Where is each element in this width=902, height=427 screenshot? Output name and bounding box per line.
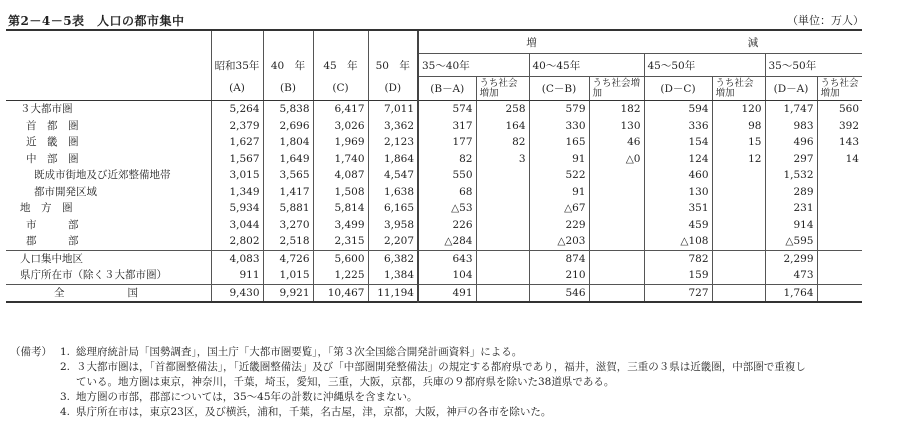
cell-social: [589, 250, 644, 267]
cell-social: 182: [589, 101, 644, 118]
cell-diff: 351: [644, 200, 712, 217]
table-row: [6, 284, 862, 302]
cell-value: 9,430: [211, 284, 263, 302]
cell-value: 5,838: [263, 101, 313, 118]
cell-diff: 643: [418, 250, 476, 267]
cell-value: 5,814: [313, 200, 368, 217]
cell-value: 2,696: [263, 118, 313, 135]
cell-diff: 226: [418, 217, 476, 234]
cell-social: [589, 184, 644, 201]
cell-value: 4,087: [313, 167, 368, 184]
cell-diff: 68: [418, 184, 476, 201]
cell-diff: 727: [644, 284, 712, 302]
cell-value: 1,508: [313, 184, 368, 201]
table-row: [6, 167, 862, 184]
note-number: 2.: [59, 361, 70, 373]
cell-value: 4,547: [368, 167, 418, 184]
cell-social: 14: [817, 151, 862, 168]
notes-label: （備考）: [10, 346, 52, 358]
population-table: [6, 29, 862, 303]
cell-social: [817, 167, 862, 184]
note-text: ３大都市圏は，「首都圏整備法」，「近畿圏整備法」及び「中部圏開発整備法」の規定する都府県であり，福井，滋賀，三重の３県は近畿圏，中部圏で重複し: [76, 361, 806, 373]
cell-social: [589, 233, 644, 250]
cell-social: 143: [817, 134, 862, 151]
cell-value: 1,864: [368, 151, 418, 168]
cell-diff: 124: [644, 151, 712, 168]
cell-diff: 1,764: [765, 284, 817, 302]
header-period-3: 45～50年: [644, 54, 765, 77]
cell-diff: 491: [418, 284, 476, 302]
cell-value: 9,921: [263, 284, 313, 302]
cell-social: 130: [589, 118, 644, 135]
table-row: [6, 151, 862, 168]
cell-social: [476, 250, 529, 267]
cell-value: 1,567: [211, 151, 263, 168]
note-number: [48, 375, 76, 390]
cell-value: 4,083: [211, 250, 263, 267]
cell-social: [712, 284, 765, 302]
cell-social: [817, 284, 862, 302]
cell-social: [712, 184, 765, 201]
table-row: [6, 101, 862, 118]
cell-social: 164: [476, 118, 529, 135]
cell-diff: 459: [644, 217, 712, 234]
note-text: ている。地方圏は東京，神奈川，千葉，埼玉，愛知，三重，大阪，京都，兵庫の９都府県を除いた38道県である。: [76, 376, 615, 388]
header-col-2: 40 年: [263, 54, 313, 77]
cell-value: 1,015: [263, 267, 313, 284]
cell-social: [817, 200, 862, 217]
cell-diff: 330: [529, 118, 589, 135]
cell-social: 12: [712, 151, 765, 168]
cell-value: 5,934: [211, 200, 263, 217]
row-label: 中 部 圏: [26, 152, 79, 165]
cell-value: 7,011: [368, 101, 418, 118]
note-text: 総理府統計局「国勢調査」，国土庁「大都市圏要覧」，「第３次全国総合開発計画資料」による。: [76, 346, 523, 358]
header-letter-d: (D): [368, 77, 418, 101]
cell-value: 6,165: [368, 200, 418, 217]
row-label: 県庁所在市（除く３大都市圏）: [20, 269, 167, 281]
header-col-4: 50 年: [368, 54, 418, 77]
note-text: 県庁所在市は，東京23区，及び横浜，浦和，千葉，名古屋，津，京都，大阪，神戸の各市を除いた。: [76, 406, 552, 418]
row-label: ３大都市圏: [20, 103, 73, 115]
table-row: [6, 217, 862, 234]
cell-diff: 336: [644, 118, 712, 135]
cell-diff: 165: [529, 134, 589, 151]
cell-diff: 159: [644, 267, 712, 284]
header-zo: 増: [418, 30, 644, 54]
cell-diff: 874: [529, 250, 589, 267]
cell-diff: 91: [529, 184, 589, 201]
cell-value: 3,044: [211, 217, 263, 234]
cell-diff: 231: [765, 200, 817, 217]
cell-diff: 177: [418, 134, 476, 151]
cell-social: 120: [712, 101, 765, 118]
cell-value: 5,881: [263, 200, 313, 217]
cell-diff: 317: [418, 118, 476, 135]
cell-social: [817, 233, 862, 250]
note-number: 3.: [59, 391, 70, 403]
cell-value: 6,417: [313, 101, 368, 118]
cell-value: 10,467: [313, 284, 368, 302]
cell-diff: 130: [644, 184, 712, 201]
cell-diff: 496: [765, 134, 817, 151]
header-letter-c: (C): [313, 77, 368, 101]
cell-social: [589, 217, 644, 234]
note-number: 4.: [59, 406, 70, 418]
row-label: 地 方 圏: [20, 202, 73, 214]
cell-value: 4,726: [263, 250, 313, 267]
cell-social: [476, 167, 529, 184]
cell-social: [817, 217, 862, 234]
cell-value: 3,565: [263, 167, 313, 184]
cell-value: 6,382: [368, 250, 418, 267]
cell-diff: 289: [765, 184, 817, 201]
cell-diff: △108: [644, 233, 712, 250]
cell-diff: △284: [418, 233, 476, 250]
cell-diff: △53: [418, 200, 476, 217]
cell-value: 3,026: [313, 118, 368, 135]
cell-diff: 297: [765, 151, 817, 168]
cell-value: 11,194: [368, 284, 418, 302]
header-letter-b: (B): [263, 77, 313, 101]
cell-value: 2,315: [313, 233, 368, 250]
cell-value: 1,225: [313, 267, 368, 284]
row-label: 首 都 圏: [26, 119, 79, 132]
header-period-4: 35～50年: [765, 54, 862, 77]
cell-social: [589, 284, 644, 302]
header-col-3: 45 年: [313, 54, 368, 77]
cell-diff: 1,747: [765, 101, 817, 118]
cell-value: 2,379: [211, 118, 263, 135]
row-label: 都市開発区域: [34, 185, 97, 198]
header-social-3: うち社会増加: [712, 77, 765, 101]
cell-value: 2,123: [368, 134, 418, 151]
cell-social: [589, 200, 644, 217]
header-social-1: うち社会増加: [476, 77, 529, 101]
header-gen: 減: [644, 30, 862, 54]
cell-value: 1,349: [211, 184, 263, 201]
cell-diff: 782: [644, 250, 712, 267]
cell-diff: △203: [529, 233, 589, 250]
cell-social: [712, 200, 765, 217]
cell-diff: 574: [418, 101, 476, 118]
row-label: 近 畿 圏: [26, 136, 79, 148]
cell-value: 3,499: [313, 217, 368, 234]
cell-social: [589, 167, 644, 184]
cell-value: 5,600: [313, 250, 368, 267]
header-letter-a: (A): [211, 77, 263, 101]
cell-diff: 2,299: [765, 250, 817, 267]
cell-value: 911: [211, 267, 263, 284]
notes: [10, 345, 876, 420]
cell-value: 1,638: [368, 184, 418, 201]
cell-diff: 460: [644, 167, 712, 184]
cell-diff: 91: [529, 151, 589, 168]
cell-value: 3,362: [368, 118, 418, 135]
header-period-1: 35～40年: [418, 54, 529, 77]
cell-diff: 1,532: [765, 167, 817, 184]
row-label: 人口集中地区: [6, 250, 211, 267]
cell-social: 3: [476, 151, 529, 168]
cell-diff: 210: [529, 267, 589, 284]
header-diff-2: (C－B): [529, 77, 589, 101]
note-text: 地方圏の市部，郡部については，35～45年の計数に沖縄県を含まない。: [76, 391, 418, 403]
cell-diff: 550: [418, 167, 476, 184]
cell-value: 1,384: [368, 267, 418, 284]
cell-value: 1,804: [263, 134, 313, 151]
cell-social: 46: [589, 134, 644, 151]
table-row: [6, 267, 862, 284]
unit-label: （単位：万人）: [787, 14, 864, 27]
cell-social: [476, 200, 529, 217]
cell-social: 392: [817, 118, 862, 135]
cell-diff: 154: [644, 134, 712, 151]
cell-social: [476, 233, 529, 250]
cell-social: [476, 267, 529, 284]
header-diff-3: (D－C): [644, 77, 712, 101]
cell-social: 15: [712, 134, 765, 151]
table-body: [6, 101, 862, 303]
cell-social: [712, 217, 765, 234]
cell-value: 2,802: [211, 233, 263, 250]
header-period-2: 40～45年: [529, 54, 644, 77]
table-row: [6, 184, 862, 201]
cell-value: 2,207: [368, 233, 418, 250]
row-label: 既成市街地及び近郊整備地帯: [34, 169, 171, 181]
header-social-4: うち社会増加: [817, 77, 862, 101]
cell-social: [817, 184, 862, 201]
header-col-1: 昭和35年: [211, 54, 263, 77]
cell-social: 98: [712, 118, 765, 135]
cell-diff: 104: [418, 267, 476, 284]
cell-social: [712, 233, 765, 250]
cell-social: [817, 267, 862, 284]
cell-diff: 82: [418, 151, 476, 168]
cell-social: [712, 250, 765, 267]
cell-value: 3,015: [211, 167, 263, 184]
cell-value: 1,627: [211, 134, 263, 151]
cell-diff: 546: [529, 284, 589, 302]
cell-social: [817, 250, 862, 267]
table-row: [6, 200, 862, 217]
cell-social: [476, 284, 529, 302]
table-row: [6, 118, 862, 135]
note-number: 1.: [59, 346, 70, 358]
row-label: 全 国: [6, 284, 211, 302]
cell-value: 5,264: [211, 101, 263, 118]
table-row: [6, 250, 862, 267]
cell-diff: 229: [529, 217, 589, 234]
cell-diff: △595: [765, 233, 817, 250]
cell-social: [476, 217, 529, 234]
cell-value: 3,958: [368, 217, 418, 234]
cell-value: 1,417: [263, 184, 313, 201]
row-label: 市 部: [26, 218, 79, 231]
header-diff-1: (B－A): [418, 77, 476, 101]
cell-social: 82: [476, 134, 529, 151]
cell-social: [476, 184, 529, 201]
cell-value: 1,740: [313, 151, 368, 168]
table-row: [6, 233, 862, 250]
cell-value: 3,270: [263, 217, 313, 234]
table-title: 第2－4－5表 人口の都市集中: [8, 14, 185, 28]
cell-diff: 473: [765, 267, 817, 284]
cell-diff: 914: [765, 217, 817, 234]
header-social-2: うち社会増加: [589, 77, 644, 101]
cell-social: 258: [476, 101, 529, 118]
cell-value: 2,518: [263, 233, 313, 250]
header-diff-4: (D－A): [765, 77, 817, 101]
table-row: [6, 134, 862, 151]
cell-social: △0: [589, 151, 644, 168]
cell-value: 1,649: [263, 151, 313, 168]
cell-social: 560: [817, 101, 862, 118]
cell-diff: 594: [644, 101, 712, 118]
cell-diff: 983: [765, 118, 817, 135]
cell-diff: △67: [529, 200, 589, 217]
cell-social: [712, 167, 765, 184]
cell-social: [712, 267, 765, 284]
row-label: 郡 部: [26, 235, 79, 247]
cell-social: [589, 267, 644, 284]
cell-value: 1,969: [313, 134, 368, 151]
cell-diff: 579: [529, 101, 589, 118]
cell-diff: 522: [529, 167, 589, 184]
